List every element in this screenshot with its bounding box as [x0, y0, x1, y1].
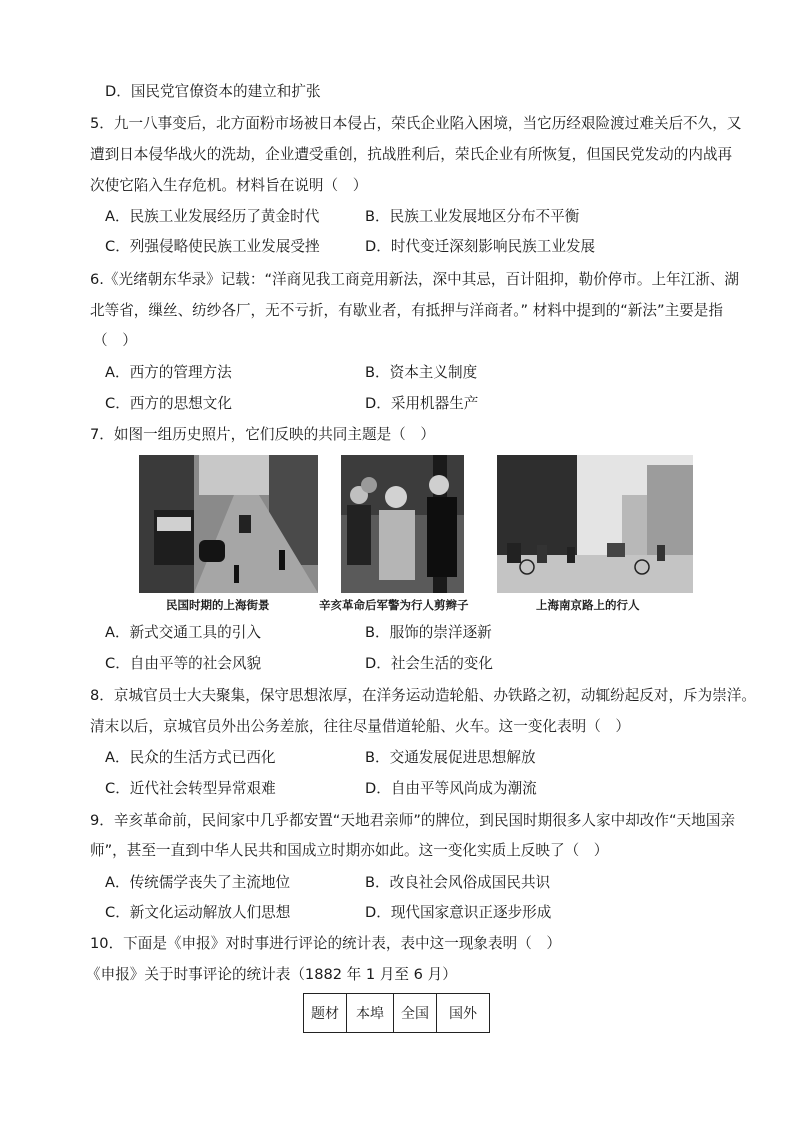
q7-option-d: D．社会生活的变化: [365, 655, 493, 672]
table-row: [304, 994, 490, 1033]
q4-option-d: D．国民党官僚资本的建立和扩张: [105, 83, 321, 100]
q9-option-d: D．现代国家意识正逐步形成: [365, 904, 552, 921]
q9-option-b: B．改良社会风俗成国民共识: [365, 874, 551, 891]
photo-caption-2: 辛亥革命后军警为行人剪辫子: [319, 598, 469, 612]
q8-option-b: B．交通发展促进思想解放: [365, 749, 536, 766]
q8-option-d: D．自由平等风尚成为潮流: [365, 780, 537, 797]
table-header-cell: 本埠: [347, 994, 394, 1033]
q9-option-c: C．新文化运动解放人们思想: [105, 904, 291, 921]
q7-stem: 7．如图一组历史照片，它们反映的共同主题是（ ）: [90, 426, 435, 443]
stat-table: [303, 993, 490, 1033]
q6-option-d: D．采用机器生产: [365, 395, 479, 412]
q6-stem-line-3: （ ）: [93, 332, 137, 349]
table-header-cell: 国外: [437, 994, 490, 1033]
q5-option-b: B．民族工业发展地区分布不平衡: [365, 208, 580, 225]
table-header-cell: 全国: [394, 994, 437, 1033]
q8-option-a: A．民众的生活方式已西化: [105, 749, 276, 766]
q6-stem-line-2: 北等省，缫丝、纺纱各厂，无不亏折，有歇业者，有抵押与洋商者。” 材料中提到的“新法”主要是指: [90, 302, 723, 319]
q7-option-c: C．自由平等的社会风貌: [105, 655, 262, 672]
q5-option-a: A．民族工业发展经历了黄金时代: [105, 208, 320, 225]
q5-stem-line-2: 遭到日本侵华战火的洗劫，企业遭受重创，抗战胜利后，荣氏企业有所恢复，但国民党发动的内战再: [90, 146, 733, 163]
q10-stem: 10．下面是《申报》对时事进行评论的统计表，表中这一现象表明（ ）: [90, 935, 561, 952]
photo-nanjing-road: [497, 455, 693, 593]
photo-caption-1: 民国时期的上海街景: [166, 598, 270, 612]
photo-queue-cutting: [341, 455, 464, 593]
q9-stem-line-1: 9．辛亥革命前，民间家中几乎都安置“天地君亲师”的牌位，到民国时期很多人家中却改作“天地国亲: [90, 812, 735, 829]
photo-shanghai-street: [139, 455, 318, 593]
q6-option-c: C．西方的思想文化: [105, 395, 232, 412]
q8-stem-line-2: 清末以后，京城官员外出公务差旅，往往尽量借道轮船、火车。这一变化表明（ ）: [90, 718, 630, 735]
q7-option-a: A．新式交通工具的引入: [105, 624, 261, 641]
q6-option-a: A．西方的管理方法: [105, 364, 232, 381]
q6-stem-line-1: 6.《光绪朝东华录》记载：“洋商见我工商竞用新法，深中其忌，百计阻抑，勒价停市。上年江浙、湖: [90, 271, 740, 288]
table-header-cell: 题材: [304, 994, 347, 1033]
q8-option-c: C．近代社会转型异常艰难: [105, 780, 276, 797]
q6-option-b: B．资本主义制度: [365, 364, 478, 381]
q5-option-d: D．时代变迁深刻影响民族工业发展: [365, 238, 596, 255]
q9-stem-line-2: 师”，甚至一直到中华人民共和国成立时期亦如此。这一变化实质上反映了（ ）: [90, 842, 609, 859]
q5-stem-line-3: 次使它陷入生存危机。材料旨在说明（ ）: [90, 177, 368, 194]
q10-table-title: 《申报》关于时事评论的统计表（1882 年 1 月至 6 月）: [86, 966, 457, 983]
q5-stem-line-1: 5．九一八事变后，北方面粉市场被日本侵占，荣氏企业陷入困境，当它历经艰险渡过难关后不久，又: [90, 115, 742, 132]
q5-option-c: C．列强侵略使民族工业发展受挫: [105, 238, 320, 255]
photo-caption-3: 上海南京路上的行人: [536, 598, 640, 612]
q7-option-b: B．服饰的崇洋逐新: [365, 624, 492, 641]
q9-option-a: A．传统儒学丧失了主流地位: [105, 874, 291, 891]
q8-stem-line-1: 8．京城官员士大夫聚集，保守思想浓厚，在洋务运动造轮船、办铁路之初，动辄纷起反对，斥为崇洋。: [90, 687, 757, 704]
